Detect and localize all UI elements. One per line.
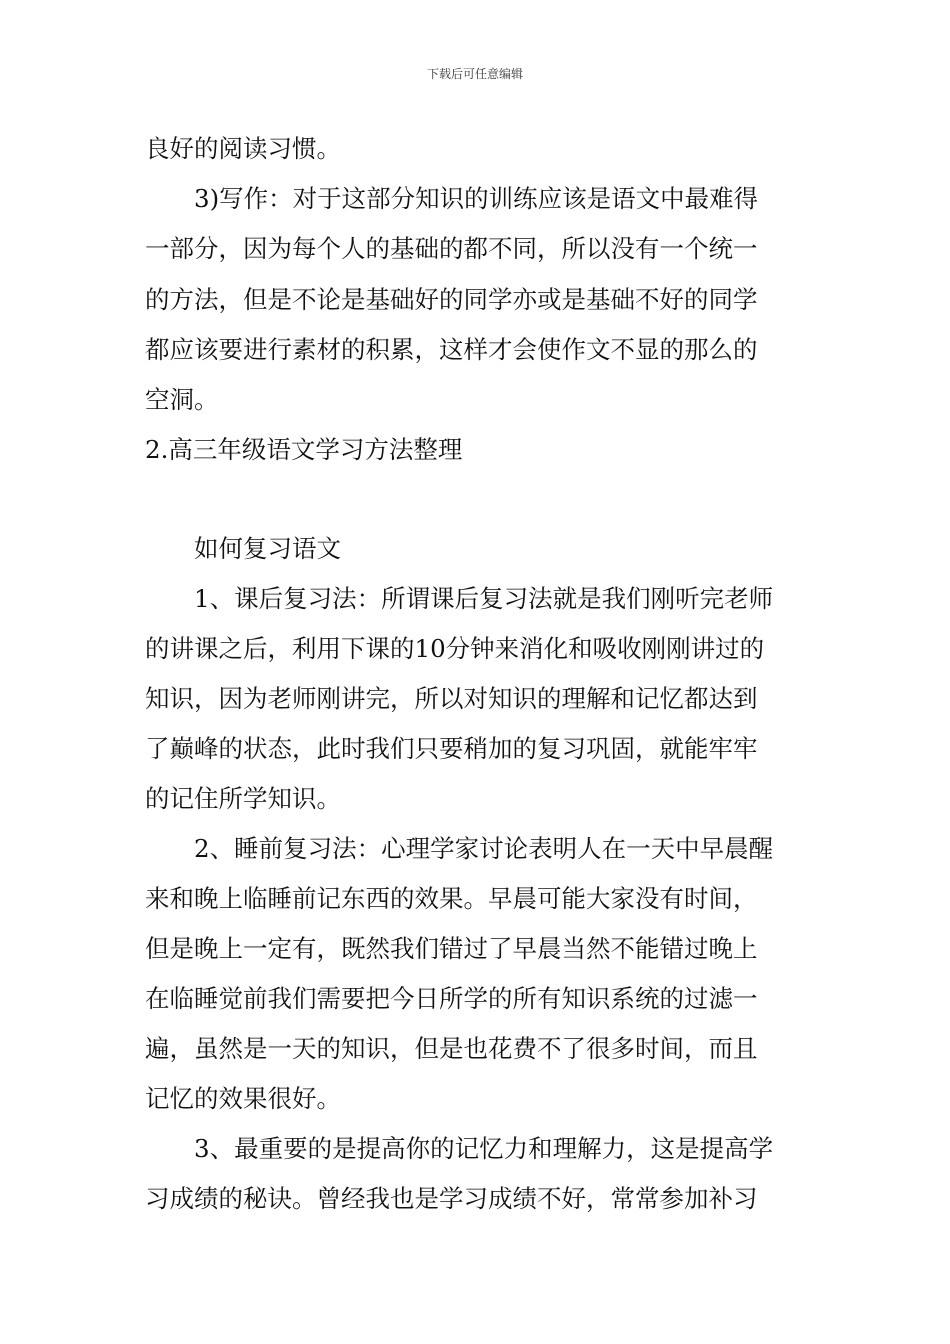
text-line: 习成绩的秘诀。曾经我也是学习成绩不好，常常参加补习 <box>145 1184 758 1213</box>
text-line: 1、课后复习法：所谓课后复习法就是我们刚听完老师 <box>194 584 774 613</box>
text-line: 来和晚上临睡前记东西的效果。早晨可能大家没有时间， <box>145 884 758 913</box>
page-header: 下载后可任意编辑 <box>426 67 523 81</box>
text-line: 了巅峰的状态，此时我们只要稍加的复习巩固，就能牢牢 <box>145 734 758 763</box>
text-line: 但是晚上一定有，既然我们错过了早晨当然不能错过晚上 <box>145 934 758 963</box>
text-line: 的方法，但是不论是基础好的同学亦或是基础不好的同学 <box>145 285 758 314</box>
text-line: 知识，因为老师刚讲完，所以对知识的理解和记忆都达到 <box>145 684 758 713</box>
text-line: 空洞。 <box>145 385 219 414</box>
text-line: 一部分，因为每个人的基础的都不同，所以没有一个统一 <box>145 234 758 263</box>
subsection-heading: 如何复习语文 <box>194 534 341 563</box>
text-line: 都应该要进行素材的积累，这样才会使作文不显的那么的 <box>145 335 758 364</box>
text-line: 记忆的效果很好。 <box>145 1084 341 1113</box>
text-line: 良好的阅读习惯。 <box>145 134 341 163</box>
text-line: 的记住所学知识。 <box>145 784 341 813</box>
text-line: 2、睡前复习法：心理学家讨论表明人在一天中早晨醒 <box>194 834 774 863</box>
section-heading: 2.高三年级语文学习方法整理 <box>145 435 463 464</box>
text-line: 的讲课之后，利用下课的10分钟来消化和吸收刚刚讲过的 <box>145 634 765 663</box>
text-line: 3)写作：对于这部分知识的训练应该是语文中最难得 <box>194 184 759 213</box>
text-line: 遍，虽然是一天的知识，但是也花费不了很多时间，而且 <box>145 1034 758 1063</box>
text-line: 3、最重要的是提高你的记忆力和理解力，这是提高学 <box>194 1134 774 1163</box>
text-line: 在临睡觉前我们需要把今日所学的所有知识系统的过滤一 <box>145 984 758 1013</box>
